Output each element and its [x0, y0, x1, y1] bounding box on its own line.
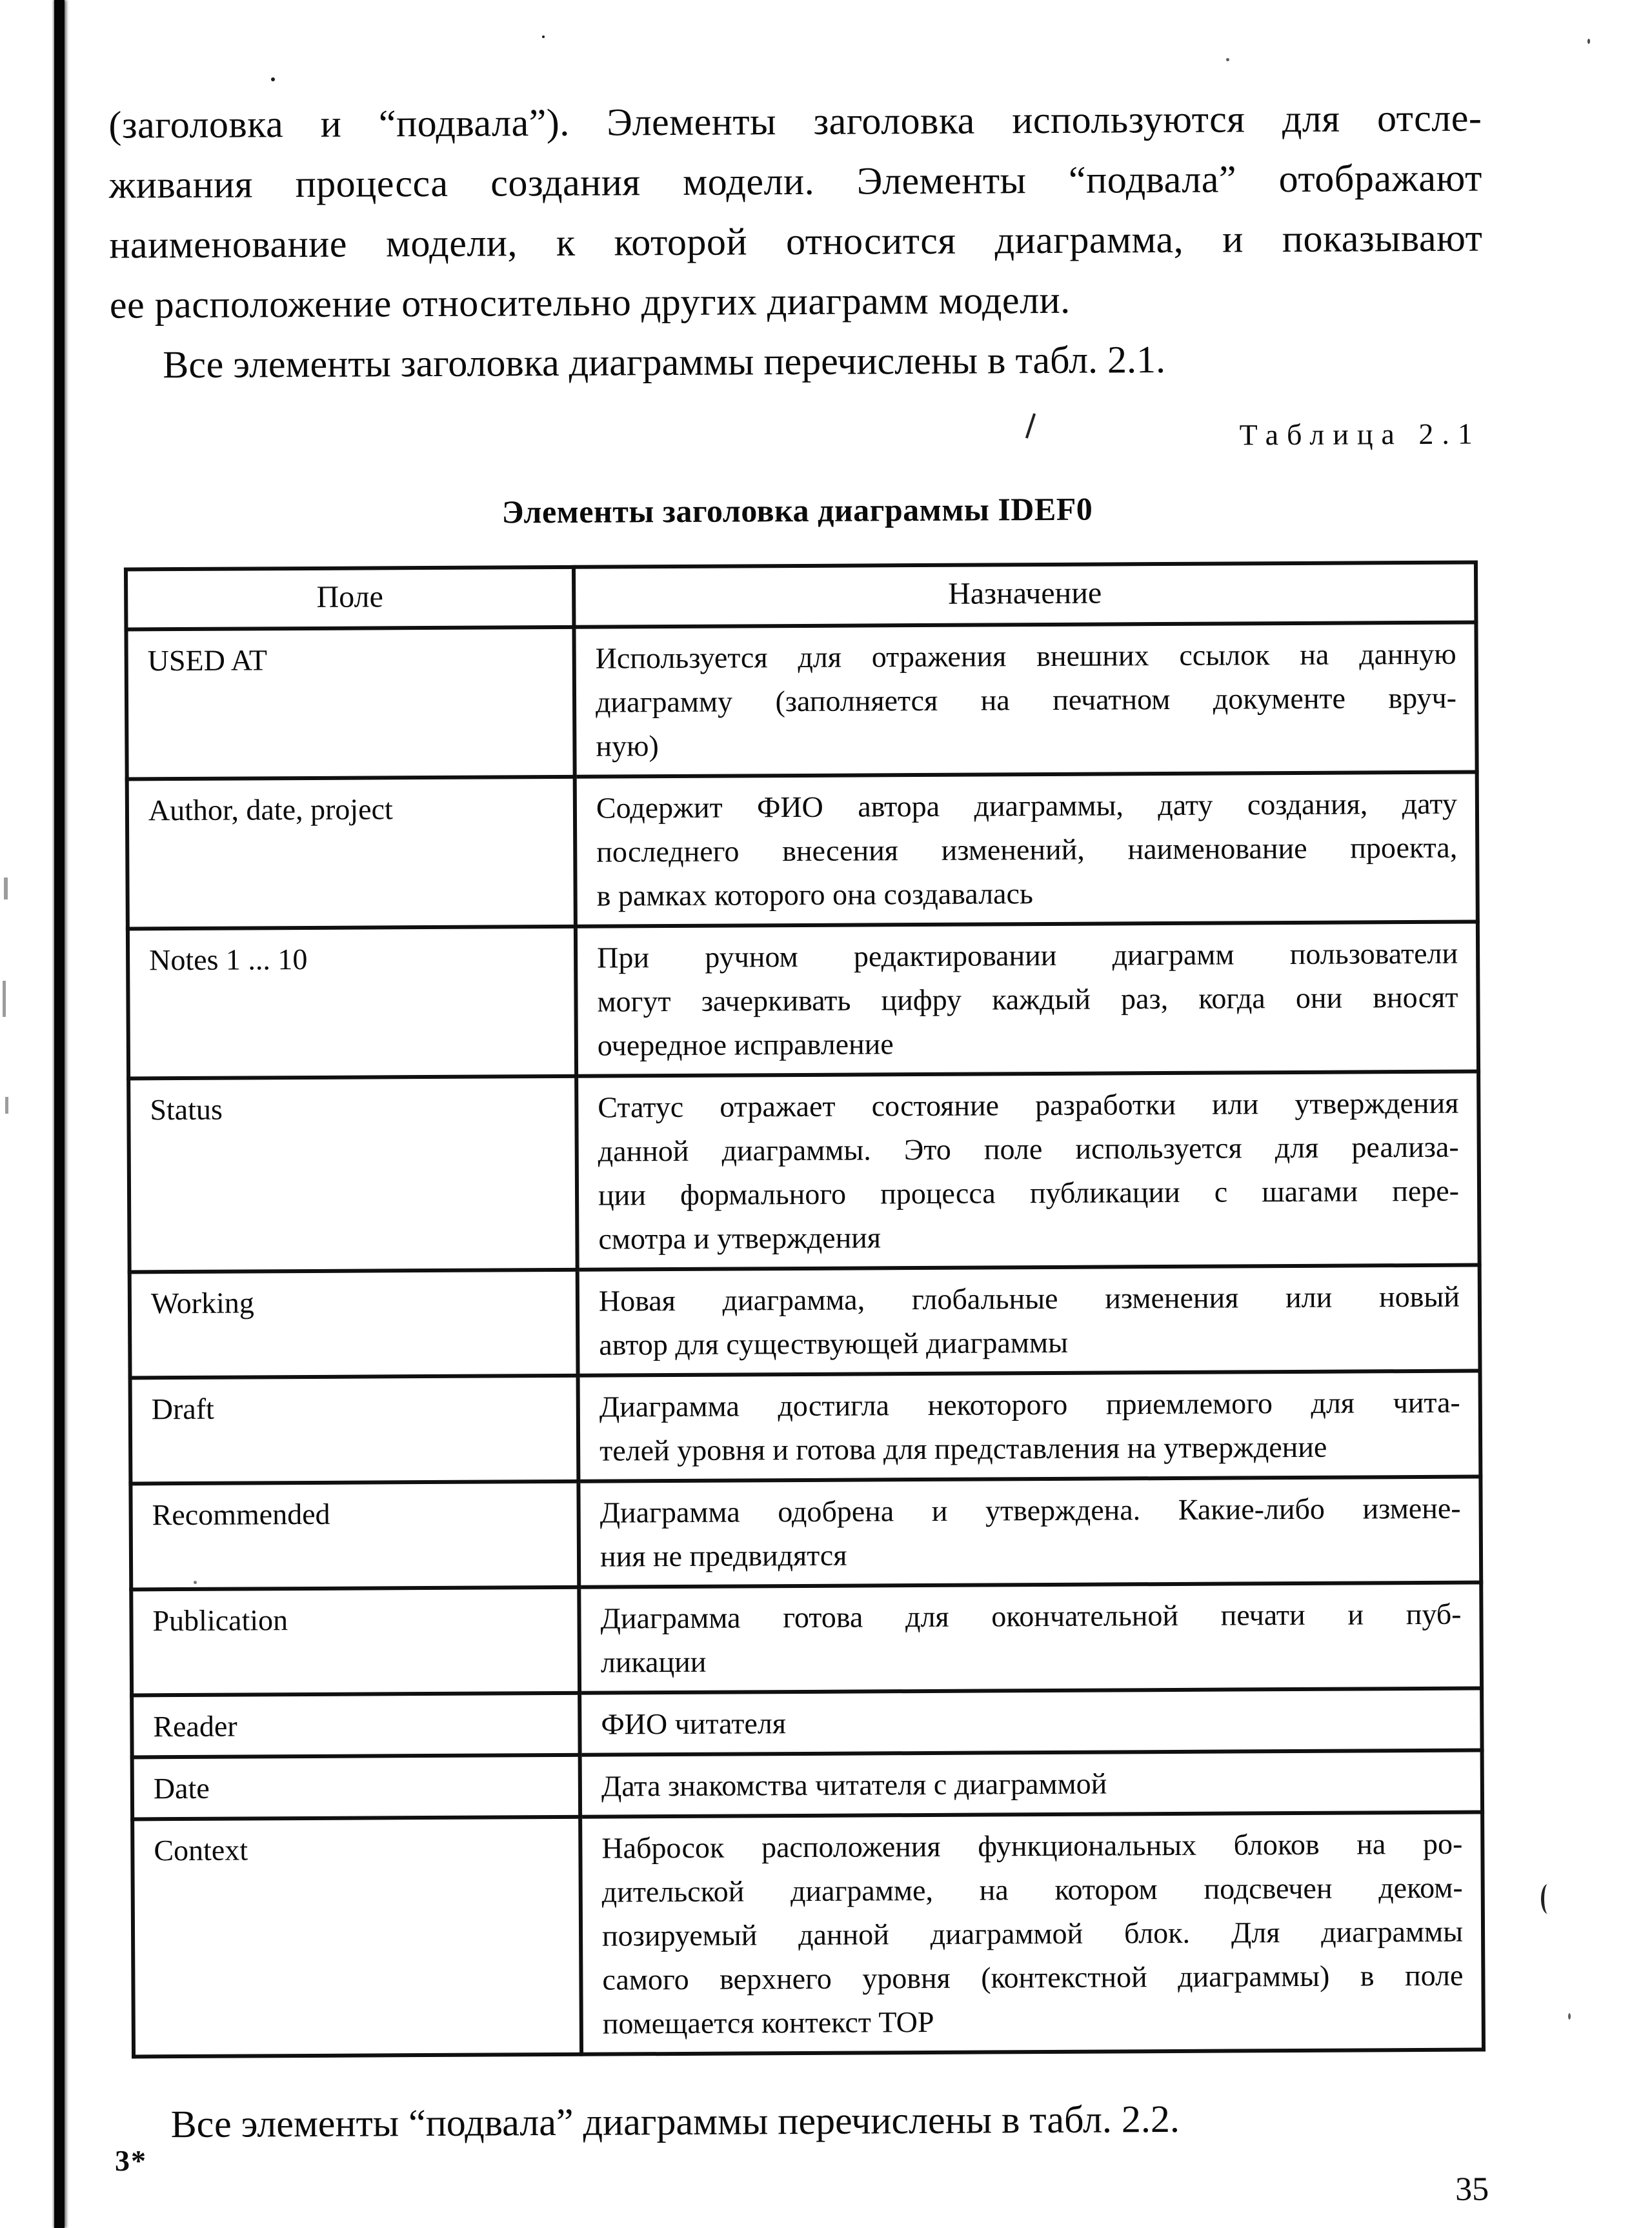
scan-speck	[1587, 39, 1590, 44]
page-number: 35	[1455, 2171, 1489, 2208]
header-cell-purpose: Назначение	[574, 563, 1476, 627]
purpose-line: помещается контекст TOP	[602, 2005, 934, 2040]
purpose-line: Набросок расположения функциональных блоков на ро-	[601, 1827, 1463, 1865]
purpose-cell	[578, 1476, 1481, 1587]
purpose-line: ную)	[596, 729, 659, 763]
purpose-line: ликации	[600, 1645, 707, 1679]
purpose-cell	[580, 1812, 1484, 2054]
purpose-line: При ручном редактировании диаграмм пользователи	[597, 936, 1458, 974]
scan-edge-mark	[5, 1097, 8, 1114]
purpose-cell	[579, 1688, 1482, 1754]
field-cell: Notes 1 ... 10	[128, 927, 576, 1079]
purpose-line: последнего внесения изменений, наименование проекта,	[596, 830, 1458, 868]
scan-paren-artifact	[1541, 1884, 1555, 1914]
purpose-line: ФИО читателя	[601, 1707, 787, 1741]
purpose-cell	[579, 1582, 1482, 1692]
field-cell: Draft	[130, 1376, 579, 1484]
purpose-line: позируемый данной диаграммой блок. Для диаграммы	[601, 1914, 1464, 1952]
table-row	[127, 772, 1478, 929]
table-row	[132, 1688, 1482, 1757]
purpose-line: телей уровня и готова для представления на утверждение	[599, 1430, 1327, 1467]
field-cell: Author, date, project	[127, 777, 576, 929]
purpose-line: данной диаграммы. Это поле используется для реализа-	[598, 1130, 1459, 1168]
purpose-line: очередное исправление	[597, 1027, 894, 1062]
field-cell: Reader	[132, 1693, 579, 1758]
scan-speck	[1568, 2013, 1571, 2020]
field-cell: Publication	[131, 1587, 579, 1696]
purpose-line: смотра и утверждения	[598, 1221, 881, 1256]
purpose-cell	[576, 1071, 1480, 1269]
table-row	[130, 1476, 1481, 1589]
intro-paragraph	[108, 88, 1483, 335]
purpose-line: ния не предвидятся	[599, 1538, 847, 1573]
closing-sentence: Все элементы “подвала” диаграммы перечислены в табл. 2.2.	[170, 2097, 1180, 2146]
purpose-line: в рамках которого она создавалась	[596, 877, 1034, 912]
intro-line: наименование модели, к которой относится диаграмма, и показывают	[109, 216, 1483, 266]
purpose-cell	[578, 1265, 1480, 1375]
field-cell: Working	[130, 1270, 578, 1378]
purpose-cell	[574, 623, 1476, 777]
table-row	[132, 1750, 1482, 1819]
page-content	[108, 88, 1493, 2215]
scan-speck	[542, 35, 545, 38]
signature-mark: 3*	[115, 2144, 147, 2177]
intro-line: ее расположение относительно других диаграмм модели.	[109, 278, 1071, 326]
scan-edge-mark	[3, 981, 6, 1017]
purpose-line: могут зачеркивать цифру каждый раз, когда они вносят	[597, 980, 1458, 1018]
table-row	[131, 1582, 1482, 1695]
purpose-line: самого верхнего уровня (контекстной диаграммы) в поле	[602, 1958, 1464, 1996]
scan-edge-mark	[4, 878, 8, 899]
purpose-line: Дата знакомства читателя с диаграммой	[601, 1767, 1107, 1803]
purpose-line: Статус отражает состояние разработки или утверждения	[598, 1086, 1459, 1124]
purpose-cell	[575, 772, 1478, 927]
purpose-cell	[578, 1370, 1481, 1481]
header-cell-field: Поле	[126, 567, 574, 630]
purpose-line: Диаграмма достигла некоторого приемлемого для чита-	[599, 1385, 1460, 1423]
field-cell: Context	[132, 1817, 581, 2057]
intro-line: (заголовка и “подвала”). Элементы заголовка используются для отсле-	[108, 96, 1482, 146]
purpose-line: автор для существующей диаграммы	[599, 1325, 1069, 1361]
table-row	[128, 921, 1478, 1078]
table-row	[126, 623, 1476, 779]
intro-line: живания процесса создания модели. Элементы “подвала” отображают	[108, 156, 1483, 206]
table-row	[130, 1370, 1481, 1483]
purpose-line: Диаграмма одобрена и утверждена. Какие-либо измене-	[599, 1491, 1461, 1529]
purpose-line: ции формального процесса публикации с шагами пере-	[598, 1174, 1460, 1212]
field-cell: Recommended	[130, 1481, 579, 1590]
book-binding-shadow	[54, 0, 65, 2228]
field-cell: Date	[132, 1755, 580, 1820]
field-cell: Status	[128, 1076, 578, 1272]
scan-speck	[1226, 58, 1229, 61]
table-title: Элементы заголовка диаграммы IDEF0	[501, 490, 1093, 530]
idef0-table-body	[126, 623, 1484, 2057]
table-row	[132, 1812, 1484, 2056]
table-header-row	[126, 563, 1476, 630]
table-caption-label: Таблица 2.1	[1239, 417, 1482, 452]
purpose-line: диаграмму (заполняется на печатном документе вруч-	[595, 681, 1457, 719]
scan-speck	[271, 77, 275, 81]
purpose-line: Используется для отражения внешних ссылок на данную	[595, 637, 1456, 675]
purpose-line: Диаграмма готова для окончательной печати и пуб-	[600, 1597, 1462, 1635]
purpose-line: Новая диаграмма, глобальные изменения или новый	[598, 1280, 1460, 1318]
field-cell: USED AT	[126, 627, 574, 779]
idef0-header-elements-table	[124, 560, 1486, 2058]
intro-sentence: Все элементы заголовка диаграммы перечислены в табл. 2.1.	[163, 338, 1166, 386]
purpose-cell	[580, 1750, 1482, 1816]
purpose-line: Содержит ФИО автора диаграммы, дату создания, дату	[596, 787, 1458, 825]
table-row	[130, 1265, 1480, 1378]
purpose-line: дительской диаграмме, на котором подсвечен деком-	[601, 1871, 1463, 1909]
table-row	[128, 1071, 1480, 1272]
scan-speck	[194, 1581, 197, 1584]
purpose-cell	[576, 921, 1478, 1076]
